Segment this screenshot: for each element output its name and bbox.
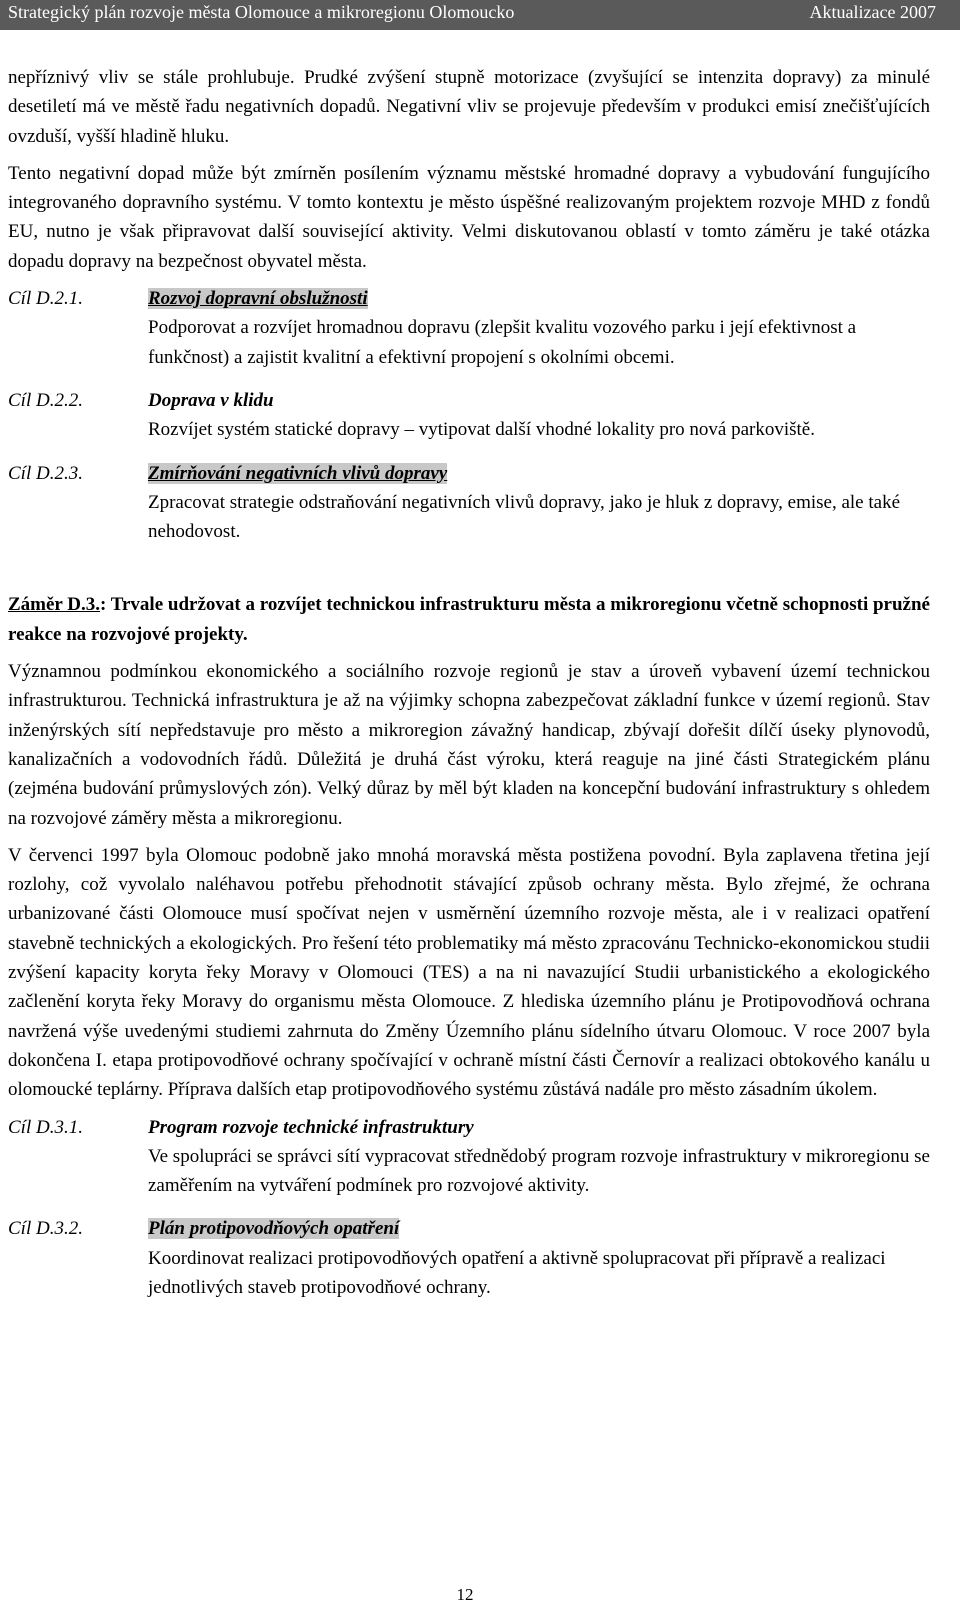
goal-d2-1 — [8, 284, 930, 372]
goal-label: Cíl D.2.1. — [8, 288, 83, 310]
goals-d2 — [8, 284, 930, 546]
paragraph: V červenci 1997 byla Olomouc podobně jako mnohá moravská města postižena povodní. Byla zaplavena třetina její rozlohy, což vyvolalo naléhavou potřebu přehodnotit stávající způsob ochrany města. Bylo zřejmé, že ochrana urbanizované části Olomouce musí spočívat nejen v usměrnění územního rozvoje města, ale i v realizaci opatření stavebně technických a ekologických. Pro řešení této problematiky má město zpracovánu Technicko-ekonomickou studii zvýšení kapacity koryta řeky Moravy v Olomouci (TES) a na ni navazující Studii urbanistického a ekologického začlenění koryta řeky Moravy do organismu města Olomouce. Z hlediska územního plánu je Protipovodňová ochrana navržená výše uvedenými studiemi zahrnuta do Změny Územního plánu sídelního útvaru Olomouc. V roce 2007 byla dokončena I. etapa protipovodňové ochrany spočívající v ochraně místní části Černovír a realizaci obtokového kanálu u olomoucké teplárny. Příprava dalších etap protipovodňového systému zůstává nadále pro město zásadním úkolem. — [8, 844, 930, 1101]
goal-label: Cíl D.3.2. — [8, 1218, 83, 1240]
zamer-label: Záměr D.3. — [8, 594, 100, 616]
goal-d2-2 — [8, 386, 930, 445]
goal-label: Cíl D.2.3. — [8, 462, 83, 484]
page-content — [8, 63, 930, 1302]
goal-title: Program rozvoje technické infrastruktury — [148, 1116, 474, 1138]
goal-d2-3 — [8, 459, 930, 547]
goal-title: Doprava v klidu — [148, 389, 274, 411]
header-title: Strategický plán rozvoje města Olomouce a mikroregionu Olomoucko — [8, 2, 515, 22]
page-number: 12 — [456, 1585, 474, 1604]
goal-label: Cíl D.2.2. — [8, 389, 83, 411]
zamer-heading — [8, 590, 930, 649]
goal-text: Rozvíjet systém statické dopravy – vytipovat další vhodné lokality pro nová parkoviště. — [148, 419, 815, 441]
paragraph: Tento negativní dopad může být zmírněn posílením významu městské hromadné dopravy a vybudování fungujícího integrovaného dopravního systému. V tomto kontextu je město úspěšné realizovaným projektem rozvoje MHD z fondů EU, nutno je však připravovat další související aktivity. Velmi diskutovanou oblastí v tomto záměru je také otázka dopadu dopravy na bezpečnost obyvatel města. — [8, 162, 930, 272]
goal-text: Koordinovat realizaci protipovodňových opatření a aktivně spolupracovat při přípravě a realizaci jednotlivých staveb protipovodňové ochrany. — [148, 1247, 886, 1298]
goal-title: Plán protipovodňových opatření — [148, 1218, 400, 1240]
paragraph: nepříznivý vliv se stále prohlubuje. Prudké zvýšení stupně motorizace (zvyšující se intenzita dopravy) za minulé desetiletí má ve městě řadu negativních dopadů. Negativní vliv se projevuje především v produkci emisí znečišťujících ovzduší, vyšší hladině hluku. — [8, 67, 930, 147]
goal-text: Ve spolupráci se správci sítí vypracovat střednědobý program rozvoje infrastruktury v mikroregionu se zaměřením na vytváření podmínek pro rozvojové aktivity. — [148, 1145, 930, 1197]
goal-title: Zmírňování negativních vlivů dopravy — [148, 462, 448, 484]
goal-text: Zpracovat strategie odstraňování negativních vlivů dopravy, jako je hluk z dopravy, emise, ale také nehodovost. — [148, 491, 901, 543]
page-header — [0, 0, 960, 30]
goal-label: Cíl D.3.1. — [8, 1116, 83, 1138]
goal-text: Podporovat a rozvíjet hromadnou dopravu (zlepšit kvalitu vozového parku i její efektivnost a funkčnost) a zajistit kvalitní a efektivní propojení s okolními obcemi. — [148, 317, 857, 368]
goals-d3 — [8, 1113, 930, 1303]
header-version: Aktualizace 2007 — [809, 2, 936, 22]
paragraph: Významnou podmínkou ekonomického a sociálního rozvoje regionů je stav a úroveň vybavení území technickou infrastrukturou. Technická infrastruktura je až na výjimky schopna zabezpečovat základní funkce v území regionů. Stav inženýrských sítí nepředstavuje pro město a mikroregion závažný handicap, zbývají dořešit dílčí úseky plynovodů, kanalizačních a vodovodních řádů. Důležitá je druhá část výroku, která reaguje na jiné části Strategickém plánu (zejména budování průmyslových zón). Velký důraz by měl být kladen na koncepční budování infrastruktury s ohledem na rozvojové záměry města a mikroregionu. — [8, 661, 930, 829]
goal-title: Rozvoj dopravní obslužnosti — [148, 288, 368, 310]
goal-d3-2 — [8, 1214, 930, 1302]
zamer-text: : Trvale udržovat a rozvíjet technickou infrastrukturu města a mikroregionu včetně schopnosti pružné reakce na rozvojové projekty. — [8, 594, 930, 645]
goal-d3-1 — [8, 1113, 930, 1201]
